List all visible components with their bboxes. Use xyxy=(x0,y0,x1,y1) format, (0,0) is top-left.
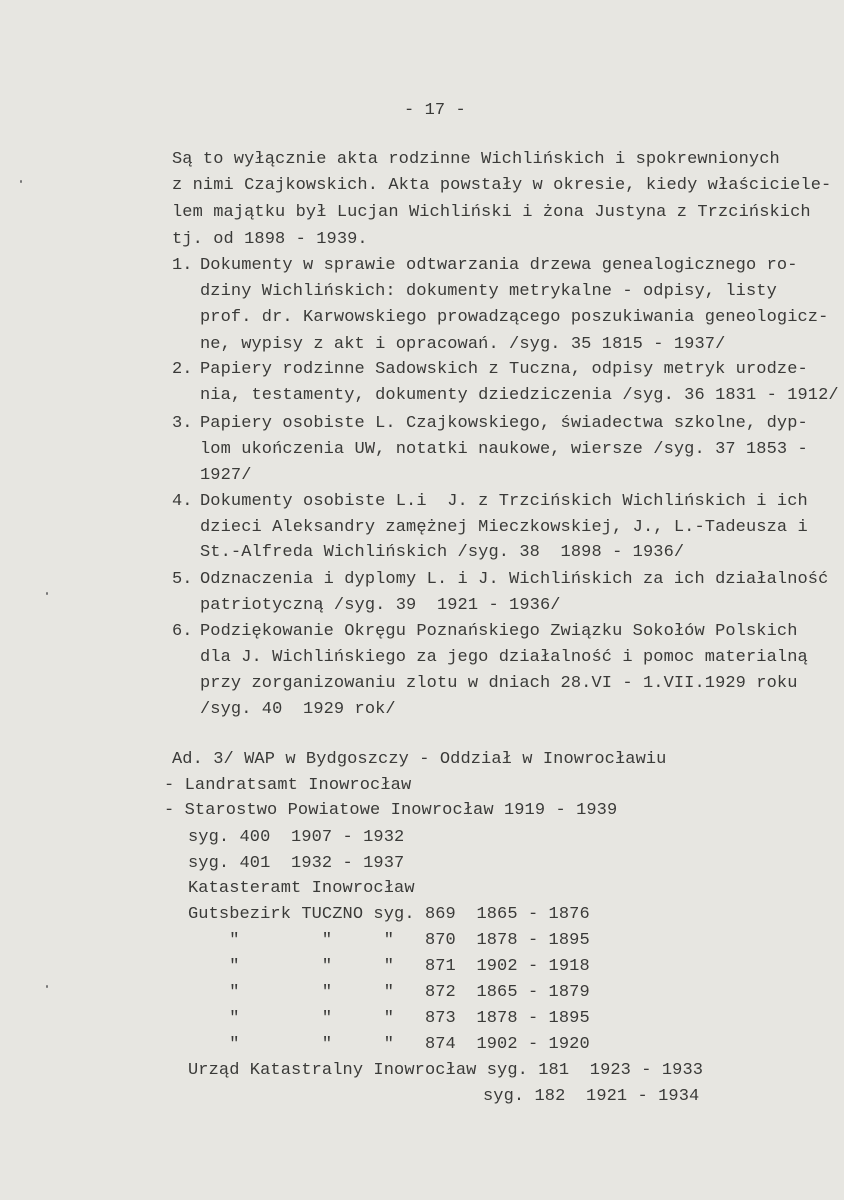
entry-line: Urząd Katastralny Inowrocław syg. 181 1923 - 1933 xyxy=(188,1061,704,1080)
entry-line: " " " 874 1902 - 1920 xyxy=(188,1035,590,1054)
entry-line: syg. 182 1921 - 1934 xyxy=(483,1087,700,1106)
paper-speck xyxy=(46,985,48,988)
item-number: 4. xyxy=(172,492,193,511)
item-number: 5. xyxy=(172,570,193,589)
item-line: patriotyczną /syg. 39 1921 - 1936/ xyxy=(200,596,561,615)
entry-line: " " " 872 1865 - 1879 xyxy=(188,983,590,1002)
page-number: - 17 - xyxy=(404,101,466,120)
item-number: 3. xyxy=(172,414,193,433)
item-line: przy zorganizowaniu zlotu w dniach 28.VI - 1.VII.1929 roku xyxy=(200,674,798,693)
intro-line: Są to wyłącznie akta rodzinne Wichlińskich i spokrewnionych xyxy=(172,150,780,169)
item-line: dziny Wichlińskich: dokumenty metrykalne - odpisy, listy xyxy=(200,282,777,301)
item-number: 2. xyxy=(172,360,193,379)
entry-line: " " " 871 1902 - 1918 xyxy=(188,957,590,976)
entry-line: syg. 400 1907 - 1932 xyxy=(188,828,405,847)
item-number: 1. xyxy=(172,256,193,275)
entry-line: syg. 401 1932 - 1937 xyxy=(188,854,405,873)
entry-line: Gutsbezirk TUCZNO syg. 869 1865 - 1876 xyxy=(188,905,590,924)
entry-line: " " " 873 1878 - 1895 xyxy=(188,1009,590,1028)
item-line: lom ukończenia UW, notatki naukowe, wiersze /syg. 37 1853 - xyxy=(200,440,808,459)
section-heading: Ad. 3/ WAP w Bydgoszczy - Oddział w Inowrocławiu xyxy=(172,750,667,769)
item-line: ne, wypisy z akt i opracowań. /syg. 35 1815 - 1937/ xyxy=(200,335,726,354)
item-line: nia, testamenty, dokumenty dziedziczenia /syg. 36 1831 - 1912/ xyxy=(200,386,839,405)
intro-line: lem majątku był Lucjan Wichliński i żona Justyna z Trzcińskich xyxy=(172,203,811,222)
item-line: /syg. 40 1929 rok/ xyxy=(200,700,396,719)
intro-line: tj. od 1898 - 1939. xyxy=(172,230,368,249)
item-line: Dokumenty w sprawie odtwarzania drzewa genealogicznego ro- xyxy=(200,256,798,275)
fond-line: - Landratsamt Inowrocław xyxy=(164,776,412,795)
item-line: Dokumenty osobiste L.i J. z Trzcińskich Wichlińskich i ich xyxy=(200,492,808,511)
paper-speck xyxy=(46,592,48,595)
item-number: 6. xyxy=(172,622,193,641)
entry-line: Katasteramt Inowrocław xyxy=(188,879,415,898)
paper-speck xyxy=(20,180,22,183)
item-line: dzieci Aleksandry zamężnej Mieczkowskiej, J., L.-Tadeusza i xyxy=(200,518,808,537)
item-line: dla J. Wichlińskiego za jego działalność i pomoc materialną xyxy=(200,648,808,667)
item-line: Papiery rodzinne Sadowskich z Tuczna, odpisy metryk urodze- xyxy=(200,360,808,379)
entry-line: " " " 870 1878 - 1895 xyxy=(188,931,590,950)
item-line: Odznaczenia i dyplomy L. i J. Wichlińskich za ich działalność xyxy=(200,570,829,589)
intro-line: z nimi Czajkowskich. Akta powstały w okresie, kiedy właściciele- xyxy=(172,176,832,195)
item-line: 1927/ xyxy=(200,466,252,485)
fond-line: - Starostwo Powiatowe Inowrocław 1919 - 1939 xyxy=(164,801,618,820)
item-line: Podziękowanie Okręgu Poznańskiego Związku Sokołów Polskich xyxy=(200,622,798,641)
item-line: St.-Alfreda Wichlińskich /syg. 38 1898 - 1936/ xyxy=(200,543,685,562)
item-line: prof. dr. Karwowskiego prowadzącego poszukiwania geneologicz- xyxy=(200,308,829,327)
item-line: Papiery osobiste L. Czajkowskiego, świadectwa szkolne, dyp- xyxy=(200,414,808,433)
